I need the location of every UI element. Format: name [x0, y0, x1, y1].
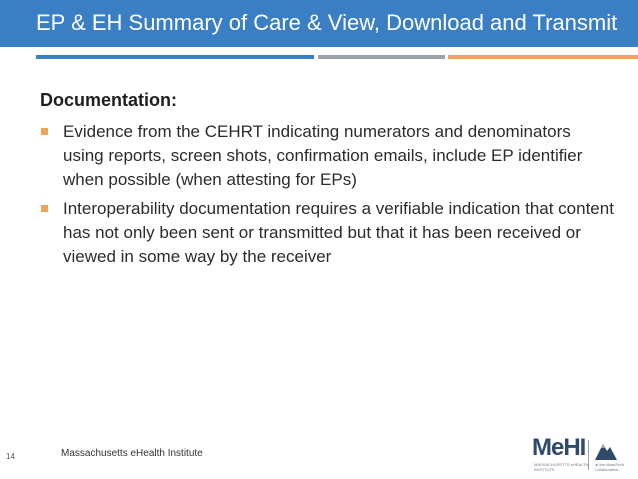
section-heading: Documentation: — [40, 90, 177, 110]
logo-wordmark: MeHI — [532, 434, 586, 461]
bullet-item — [40, 120, 615, 192]
square-bullet-icon — [41, 128, 48, 135]
mehi-logo — [532, 434, 632, 472]
mountain-logo-icon — [595, 440, 617, 460]
footer-org: Massachusetts eHealth Institute — [61, 448, 203, 459]
accent-rule-blue — [36, 55, 314, 59]
bullet-text: Interoperability documentation requires a verifiable indication that content has not only been sent or transmitted but that it has been received or viewed in some way by the receiver — [63, 199, 614, 266]
title-bar — [0, 0, 638, 47]
bullet-list — [40, 120, 615, 274]
bullet-text: Evidence from the CEHRT indicating numerators and denominators using reports, screen shots, confirmation emails, include EP identifier when possible (when attesting for EPs) — [63, 122, 583, 189]
logo-divider — [588, 440, 589, 470]
accent-rule-orange — [448, 55, 638, 59]
page-number: 14 — [6, 452, 15, 461]
logo-subtitle: MASSACHUSETTS eHEALTH INSTITUTE — [534, 462, 589, 472]
logo-partner-text: at the MassTech Collaborative — [595, 462, 625, 472]
slide-title: EP & EH Summary of Care & View, Download and Transmit — [36, 10, 618, 35]
accent-rule-gray — [318, 55, 445, 59]
bullet-item — [40, 197, 615, 269]
square-bullet-icon — [41, 205, 48, 212]
